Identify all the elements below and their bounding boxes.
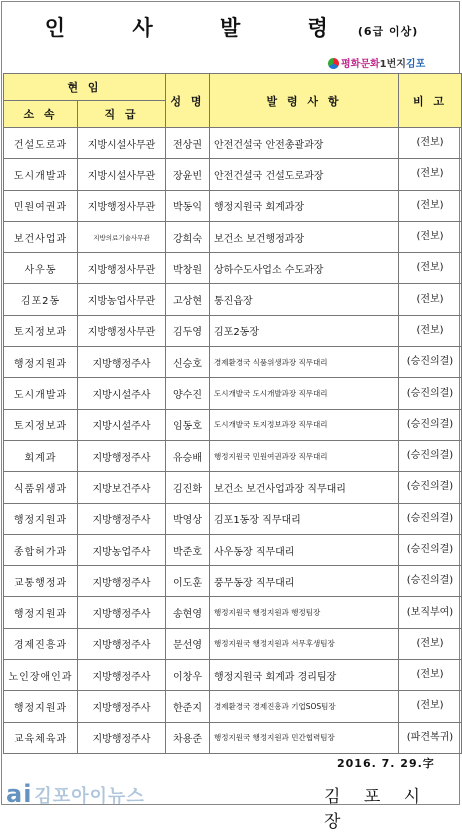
cell-name: 강희숙 bbox=[166, 221, 210, 252]
cell-dept: 건설도로과 bbox=[4, 128, 78, 159]
table-row bbox=[4, 253, 462, 284]
cell-name: 박영상 bbox=[166, 503, 210, 534]
cell-note: (승진의결) bbox=[399, 347, 462, 378]
cell-order: 경제환경국 식품위생과장 직무대리 bbox=[210, 347, 399, 378]
logo-part3: 김포 bbox=[405, 59, 426, 70]
cell-dept: 토지정보과 bbox=[4, 315, 78, 346]
cell-rank: 지방행정주사 bbox=[78, 597, 166, 628]
cell-note: (승진의결) bbox=[399, 472, 462, 503]
watermark-text: 김포아이뉴스 bbox=[34, 786, 145, 807]
cell-order: 안전건설국 건설도로과장 bbox=[210, 159, 399, 190]
cell-dept: 종합허가과 bbox=[4, 534, 78, 565]
cell-dept: 행정지원과 bbox=[4, 347, 78, 378]
cell-dept: 식품위생과 bbox=[4, 472, 78, 503]
header-order: 발 령 사 항 bbox=[210, 74, 399, 128]
table-row bbox=[4, 503, 462, 534]
cell-order: 경제환경국 경제진흥과 기업SOS팀장 bbox=[210, 691, 399, 722]
cell-dept: 행정지원과 bbox=[4, 691, 78, 722]
header-current-position: 현 임 bbox=[4, 74, 166, 101]
gimpo-logo bbox=[328, 55, 425, 70]
table-row bbox=[4, 566, 462, 597]
cell-dept: 도시개발과 bbox=[4, 159, 78, 190]
cell-order: 행정지원국 행정지원과 서무후생팀장 bbox=[210, 628, 399, 659]
cell-dept: 행정지원과 bbox=[4, 503, 78, 534]
watermark-ai-icon: ai bbox=[6, 780, 33, 808]
table-row bbox=[4, 284, 462, 315]
table-row bbox=[4, 409, 462, 440]
cell-name: 신승호 bbox=[166, 347, 210, 378]
cell-note: (전보) bbox=[399, 691, 462, 722]
cell-order: 통진읍장 bbox=[210, 284, 399, 315]
cell-rank: 지방행정사무관 bbox=[78, 190, 166, 221]
cell-order: 풍무동장 직무대리 bbox=[210, 566, 399, 597]
cell-note: (승진의결) bbox=[399, 566, 462, 597]
cell-dept: 행정지원과 bbox=[4, 597, 78, 628]
table-row bbox=[4, 722, 462, 753]
document-title bbox=[2, 12, 461, 42]
cell-note: (승진의결) bbox=[399, 503, 462, 534]
cell-rank: 지방행정주사 bbox=[78, 503, 166, 534]
cell-note: (승진의결) bbox=[399, 440, 462, 471]
cell-rank: 지방행정사무관 bbox=[78, 315, 166, 346]
cell-order: 안전건설국 안전총괄과장 bbox=[210, 128, 399, 159]
cell-rank: 지방행정주사 bbox=[78, 628, 166, 659]
cell-rank: 지방농업주사 bbox=[78, 534, 166, 565]
issue-date: 2016. 7. 29.字 bbox=[337, 757, 435, 770]
cell-name: 양수진 bbox=[166, 378, 210, 409]
cell-dept: 민원여권과 bbox=[4, 190, 78, 221]
cell-order: 행정지원국 회계과 경리팀장 bbox=[210, 660, 399, 691]
cell-name: 김진화 bbox=[166, 472, 210, 503]
cell-rank: 지방행정주사 bbox=[78, 440, 166, 471]
cell-note: (전보) bbox=[399, 628, 462, 659]
cell-dept: 교통행정과 bbox=[4, 566, 78, 597]
cell-order: 행정지원국 행정지원과 민간협력팀장 bbox=[210, 722, 399, 753]
cell-order: 보건소 보건사업과장 직무대리 bbox=[210, 472, 399, 503]
cell-name: 장윤빈 bbox=[166, 159, 210, 190]
title-main: 인 사 발 령 bbox=[44, 15, 358, 40]
table-row bbox=[4, 378, 462, 409]
document-sheet bbox=[1, 1, 460, 832]
table-row bbox=[4, 159, 462, 190]
cell-order: 보건소 보건행정과장 bbox=[210, 221, 399, 252]
cell-dept: 보건사업과 bbox=[4, 221, 78, 252]
header-dept: 소 속 bbox=[4, 101, 78, 128]
cell-name: 박창원 bbox=[166, 253, 210, 284]
cell-name: 한준지 bbox=[166, 691, 210, 722]
cell-name: 송현영 bbox=[166, 597, 210, 628]
cell-note: (전보) bbox=[399, 190, 462, 221]
table-row bbox=[4, 660, 462, 691]
cell-order: 행정지원국 민원여권과장 직무대리 bbox=[210, 440, 399, 471]
cell-dept: 경제진흥과 bbox=[4, 628, 78, 659]
cell-name: 전상권 bbox=[166, 128, 210, 159]
cell-rank: 지방행정주사 bbox=[78, 347, 166, 378]
cell-note: (승진의결) bbox=[399, 409, 462, 440]
table-row bbox=[4, 534, 462, 565]
appointment-table bbox=[3, 73, 462, 754]
table-row bbox=[4, 190, 462, 221]
cell-order: 도시개발국 도시개발과장 직무대리 bbox=[210, 378, 399, 409]
cell-note: (전보) bbox=[399, 221, 462, 252]
cell-rank: 지방행정사무관 bbox=[78, 253, 166, 284]
cell-dept: 토지정보과 bbox=[4, 409, 78, 440]
logo-emblem-icon bbox=[328, 58, 339, 69]
cell-order: 김포1동장 직무대리 bbox=[210, 503, 399, 534]
cell-name: 고상현 bbox=[166, 284, 210, 315]
title-subtitle: (6급 이상) bbox=[357, 25, 419, 38]
cell-dept: 노인장애인과 bbox=[4, 660, 78, 691]
table-row bbox=[4, 221, 462, 252]
cell-name: 이도훈 bbox=[166, 566, 210, 597]
table-row bbox=[4, 347, 462, 378]
cell-rank: 지방시설사무관 bbox=[78, 128, 166, 159]
header-note: 비 고 bbox=[399, 74, 462, 128]
cell-note: (전보) bbox=[399, 284, 462, 315]
cell-note: (전보) bbox=[399, 128, 462, 159]
header-rank: 직 급 bbox=[78, 101, 166, 128]
cell-name: 박동익 bbox=[166, 190, 210, 221]
cell-note: (승진의결) bbox=[399, 534, 462, 565]
table-row bbox=[4, 597, 462, 628]
cell-rank: 지방의료기술사무관 bbox=[78, 221, 166, 252]
cell-name: 유승배 bbox=[166, 440, 210, 471]
table-row bbox=[4, 691, 462, 722]
table-row bbox=[4, 628, 462, 659]
cell-order: 상하수도사업소 수도과장 bbox=[210, 253, 399, 284]
cell-name: 차용준 bbox=[166, 722, 210, 753]
cell-note: (보직부여) bbox=[399, 597, 462, 628]
cell-rank: 지방행정주사 bbox=[78, 691, 166, 722]
cell-name: 박준호 bbox=[166, 534, 210, 565]
watermark bbox=[6, 780, 145, 808]
cell-order: 행정지원국 회계과장 bbox=[210, 190, 399, 221]
issuer: 김 포 시 장 bbox=[324, 787, 430, 832]
table-row bbox=[4, 440, 462, 471]
cell-dept: 교육체육과 bbox=[4, 722, 78, 753]
cell-rank: 지방시설사무관 bbox=[78, 159, 166, 190]
cell-order: 도시개발국 토지정보과장 직무대리 bbox=[210, 409, 399, 440]
cell-dept: 도시개발과 bbox=[4, 378, 78, 409]
cell-name: 김두영 bbox=[166, 315, 210, 346]
cell-rank: 지방농업사무관 bbox=[78, 284, 166, 315]
cell-dept: 김포2동 bbox=[4, 284, 78, 315]
header-name: 성 명 bbox=[166, 74, 210, 128]
cell-rank: 지방시설주사 bbox=[78, 378, 166, 409]
logo-part2: 1번지 bbox=[379, 59, 406, 70]
cell-order: 김포2동장 bbox=[210, 315, 399, 346]
cell-rank: 지방행정주사 bbox=[78, 660, 166, 691]
cell-name: 임동호 bbox=[166, 409, 210, 440]
cell-name: 이창우 bbox=[166, 660, 210, 691]
cell-rank: 지방행정주사 bbox=[78, 566, 166, 597]
cell-note: (전보) bbox=[399, 315, 462, 346]
cell-rank: 지방시설주사 bbox=[78, 409, 166, 440]
cell-rank: 지방행정주사 bbox=[78, 722, 166, 753]
logo-part1: 평화문화 bbox=[341, 59, 380, 70]
cell-dept: 회계과 bbox=[4, 440, 78, 471]
cell-order: 행정지원국 행정지원과 행정팀장 bbox=[210, 597, 399, 628]
table-row bbox=[4, 128, 462, 159]
table-row bbox=[4, 472, 462, 503]
cell-name: 문선영 bbox=[166, 628, 210, 659]
cell-note: (전보) bbox=[399, 159, 462, 190]
cell-note: (승진의결) bbox=[399, 378, 462, 409]
cell-note: (파견복귀) bbox=[399, 722, 462, 753]
cell-note: (전보) bbox=[399, 660, 462, 691]
cell-order: 사우동장 직무대리 bbox=[210, 534, 399, 565]
cell-note: (전보) bbox=[399, 253, 462, 284]
cell-dept: 사우동 bbox=[4, 253, 78, 284]
cell-rank: 지방보건주사 bbox=[78, 472, 166, 503]
table-row bbox=[4, 315, 462, 346]
